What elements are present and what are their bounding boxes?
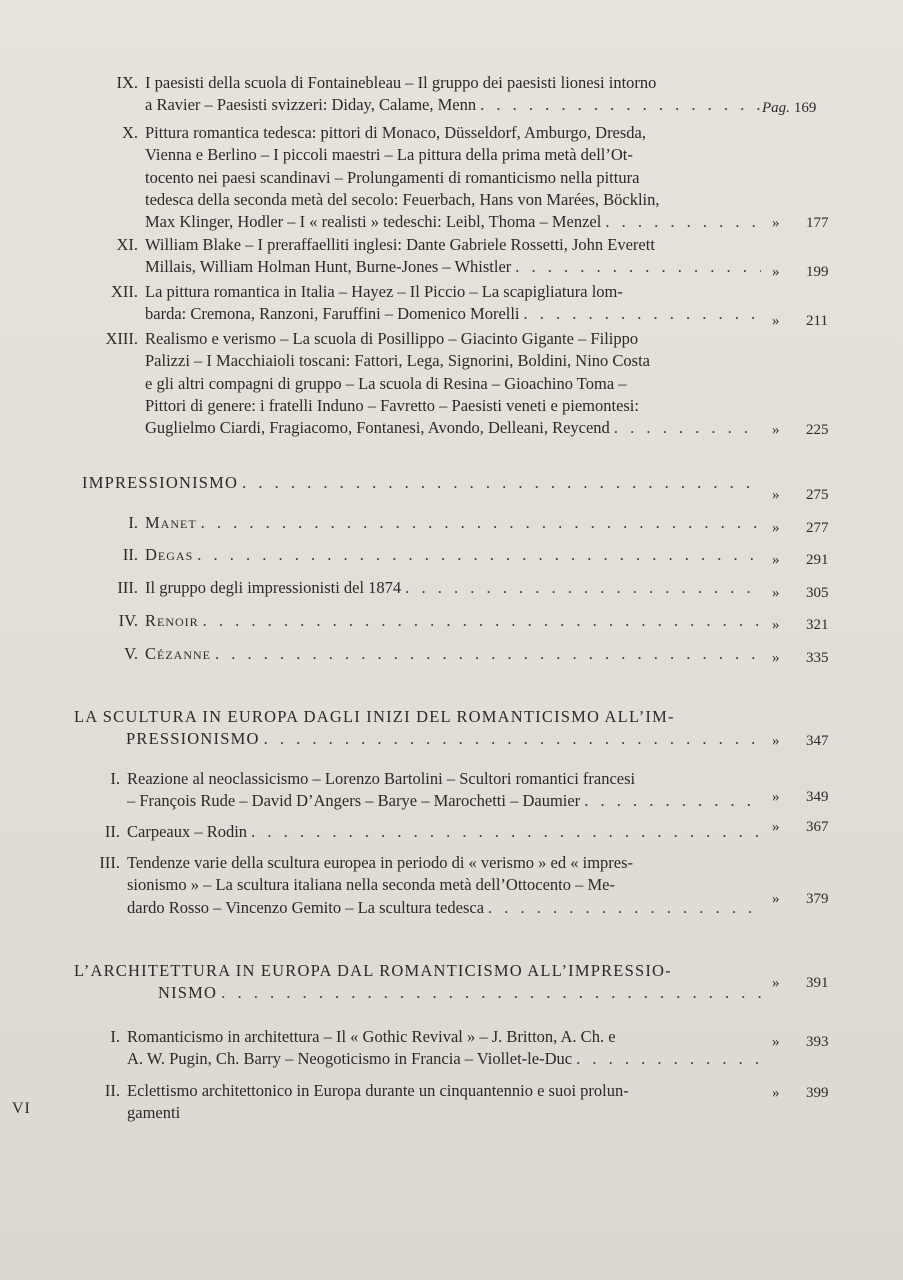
dot-leader xyxy=(211,643,761,665)
entry-text-line: Il gruppo degli impressionisti del 1874 xyxy=(145,578,402,597)
ditto-mark: » xyxy=(772,650,780,666)
entry-text-line: Degas xyxy=(145,545,194,564)
page-number: 335 xyxy=(806,650,829,666)
entry-number: II. xyxy=(104,1081,120,1100)
entry-text-line: – François Rude – David D’Angers – Barye – Marochetti – Daumier xyxy=(127,791,581,811)
page-ref xyxy=(772,313,828,330)
page-ref xyxy=(772,422,829,439)
entry-text-line: Cézanne xyxy=(145,644,211,663)
toc-entry-tendenze xyxy=(82,852,765,919)
entry-text-line: tedesca della seconda metà del secolo: Feuerbach, Hans von Marées, Böcklin, xyxy=(145,189,660,209)
ditto-mark: » xyxy=(772,313,780,329)
toc-entry-xiii xyxy=(100,328,765,439)
dot-leader xyxy=(520,303,761,325)
page-number: 305 xyxy=(806,585,829,601)
entry-text-line: Vienna e Berlino – I piccoli maestri – La pittura della prima metà dell’Ot- xyxy=(145,145,633,165)
toc-entry-eclettismo xyxy=(82,1080,765,1125)
page-number: 367 xyxy=(806,819,829,835)
ditto-mark: » xyxy=(772,585,780,601)
entry-number: X. xyxy=(121,123,138,142)
entry-number: V. xyxy=(124,644,138,663)
page-number: 199 xyxy=(806,264,829,280)
section-heading-architettura xyxy=(74,960,765,1005)
entry-text-line: La pittura romantica in Italia – Hayez – Il Piccio – La scapigliatura lom- xyxy=(145,282,623,301)
page-ref xyxy=(772,789,829,806)
entry-number: IV. xyxy=(118,611,138,630)
ditto-mark: » xyxy=(772,1085,780,1101)
dot-leader xyxy=(197,512,761,534)
ditto-mark: » xyxy=(772,819,780,835)
toc-entry-carpeaux-rodin xyxy=(82,821,765,843)
entry-text-line: Reazione al neoclassicismo – Lorenzo Bartolini – Scultori romantici francesi xyxy=(127,769,636,788)
dot-leader xyxy=(572,1048,761,1070)
dot-leader xyxy=(238,472,761,494)
page-number: 347 xyxy=(806,733,829,749)
entry-text-line: Carpeaux – Rodin xyxy=(127,822,248,841)
ditto-mark: » xyxy=(772,520,780,536)
page-ref xyxy=(772,975,829,992)
entry-text-line: a Ravier – Paesisti svizzeri: Diday, Calame, Menn xyxy=(145,95,477,115)
ditto-mark: » xyxy=(772,264,780,280)
dot-leader xyxy=(601,211,761,233)
page-ref xyxy=(772,891,829,908)
entry-text-line: tocento nei paesi scandinavi – Prolungamenti di romanticismo nella pittura xyxy=(145,167,640,187)
entry-text-line: I paesisti della scuola di Fontainebleau – Il gruppo dei paesisti lionesi intorno xyxy=(145,73,657,92)
page-number: 169 xyxy=(793,100,817,116)
page-ref xyxy=(772,552,829,569)
toc-entry-neoclassicismo xyxy=(82,768,765,813)
page-ref xyxy=(772,650,829,667)
ditto-mark: » xyxy=(772,552,780,568)
entry-text-line: Pittori di genere: i fratelli Induno – Favretto – Paesisti veneti e piemontesi: xyxy=(145,395,639,415)
entry-text-line: Manet xyxy=(145,513,197,532)
dot-leader xyxy=(199,610,761,632)
entry-number: I. xyxy=(110,1027,120,1046)
entry-text-line: Millais, William Holman Hunt, Burne-Jones – Whistler xyxy=(145,257,512,277)
entry-number: I. xyxy=(110,769,120,788)
entry-text-line: Palizzi – I Macchiaioli toscani: Fattori, Lega, Signorini, Boldini, Nino Costa xyxy=(145,351,651,371)
toc-entry-x xyxy=(100,122,765,233)
entry-number: II. xyxy=(122,545,138,564)
page-number: 211 xyxy=(806,313,828,329)
entry-text-line: Tendenze varie della scultura europea in periodo di « verismo » ed « impres- xyxy=(127,853,634,872)
ditto-mark: » xyxy=(772,487,780,503)
entry-number: III. xyxy=(117,578,138,597)
page-label: Pag. xyxy=(762,100,790,116)
entry-text-line: e gli altri compagni di gruppo – La scuola di Resina – Gioachino Toma – xyxy=(145,373,627,393)
dot-leader xyxy=(247,821,761,843)
toc-entry-xi xyxy=(100,234,765,279)
dot-leader xyxy=(476,94,761,116)
section-title: L’ARCHITETTURA IN EUROPA DAL ROMANTICISMO ALL’IMPRESSIO- xyxy=(74,961,672,980)
entry-number: III. xyxy=(99,853,120,872)
section-heading-impressionismo xyxy=(82,472,765,494)
entry-text-line: Realismo e verismo – La scuola di Posillippo – Giacinto Gigante – Filippo xyxy=(145,329,639,348)
entry-text-line: Guglielmo Ciardi, Fragiacomo, Fontanesi, Avondo, Delleani, Reycend xyxy=(145,418,610,438)
page-ref xyxy=(772,215,829,232)
section-title: LA SCULTURA IN EUROPA DAGLI INIZI DEL ROMANTICISMO ALL’IM- xyxy=(74,707,675,726)
entry-number: XIII. xyxy=(105,329,138,348)
entry-text-line: Pittura romantica tedesca: pittori di Monaco, Düsseldorf, Amburgo, Dresda, xyxy=(145,123,647,142)
page-number: 277 xyxy=(806,520,829,536)
section-heading-scultura xyxy=(74,706,765,751)
entry-text-line: Romanticismo in architettura – Il « Gothic Revival » – J. Britton, A. Ch. e xyxy=(127,1027,616,1046)
dot-leader xyxy=(610,417,761,439)
toc-entry-xii xyxy=(100,281,765,326)
ditto-mark: » xyxy=(772,733,780,749)
dot-leader xyxy=(193,544,761,566)
entry-text-line: gamenti xyxy=(127,1103,181,1123)
page-ref xyxy=(772,520,829,537)
entry-text-line: Renoir xyxy=(145,611,199,630)
page-number: 393 xyxy=(806,1034,829,1050)
page-ref xyxy=(772,819,829,836)
entry-text-line: A. W. Pugin, Ch. Barry – Neogoticismo in Francia – Viollet-le-Duc xyxy=(127,1049,573,1069)
page-number: 349 xyxy=(806,789,829,805)
page-ref xyxy=(772,487,829,504)
page-number: 225 xyxy=(806,422,829,438)
toc-entry-degas xyxy=(100,544,765,566)
page-ref xyxy=(772,1085,829,1102)
page-ref xyxy=(772,733,829,750)
page-ref xyxy=(772,264,829,281)
section-title: IMPRESSIONISMO xyxy=(82,473,239,492)
page-folio: VI xyxy=(12,1100,31,1117)
page-number: 321 xyxy=(806,617,829,633)
entry-number: IX. xyxy=(116,73,138,92)
page-number: 379 xyxy=(806,891,829,907)
page-number: 177 xyxy=(806,215,829,231)
entry-text-line: William Blake – I preraffaelliti inglesi: Dante Gabriele Rossetti, John Everett xyxy=(145,235,655,254)
toc-entry-impressionisti-1874 xyxy=(100,577,765,599)
entry-number: II. xyxy=(104,822,120,841)
page-ref xyxy=(762,100,816,117)
entry-number: XI. xyxy=(116,235,138,254)
ditto-mark: » xyxy=(772,789,780,805)
page-number: 391 xyxy=(806,975,829,991)
section-title: NISMO xyxy=(158,983,218,1003)
ditto-mark: » xyxy=(772,1034,780,1050)
page-number: 399 xyxy=(806,1085,829,1101)
dot-leader xyxy=(401,577,761,599)
dot-leader xyxy=(260,728,761,750)
ditto-mark: » xyxy=(772,215,780,231)
entry-number: XII. xyxy=(110,282,138,301)
toc-entry-manet xyxy=(100,512,765,534)
page-ref xyxy=(772,617,829,634)
entry-text-line: Eclettismo architettonico in Europa durante un cinquantennio e suoi prolun- xyxy=(127,1081,629,1100)
ditto-mark: » xyxy=(772,891,780,907)
ditto-mark: » xyxy=(772,975,780,991)
dot-leader xyxy=(217,982,761,1004)
entry-text-line: Max Klinger, Hodler – I « realisti » tedeschi: Leibl, Thoma – Menzel xyxy=(145,212,602,232)
page-number: 291 xyxy=(806,552,829,568)
entry-text-line: dardo Rosso – Vincenzo Gemito – La scultura tedesca xyxy=(127,897,485,917)
entry-text-line: sionismo » – La scultura italiana nella seconda metà dell’Ottocento – Me- xyxy=(127,875,615,895)
page-number: 275 xyxy=(806,487,829,503)
page-ref xyxy=(772,585,829,602)
ditto-mark: » xyxy=(772,422,780,438)
entry-text-line: barda: Cremona, Ranzoni, Faruffini – Domenico Morelli xyxy=(145,304,520,324)
ditto-mark: » xyxy=(772,617,780,633)
section-title: PRESSIONISMO xyxy=(126,729,260,749)
page-ref xyxy=(772,1034,829,1051)
dot-leader xyxy=(484,897,761,919)
entry-number: I. xyxy=(128,513,138,532)
toc-entry-ix xyxy=(100,72,765,117)
dot-leader xyxy=(580,790,761,812)
toc-entry-renoir xyxy=(100,610,765,632)
dot-leader xyxy=(511,256,761,278)
toc-entry-gothic-revival xyxy=(82,1026,765,1071)
toc-entry-cezanne xyxy=(100,643,765,665)
